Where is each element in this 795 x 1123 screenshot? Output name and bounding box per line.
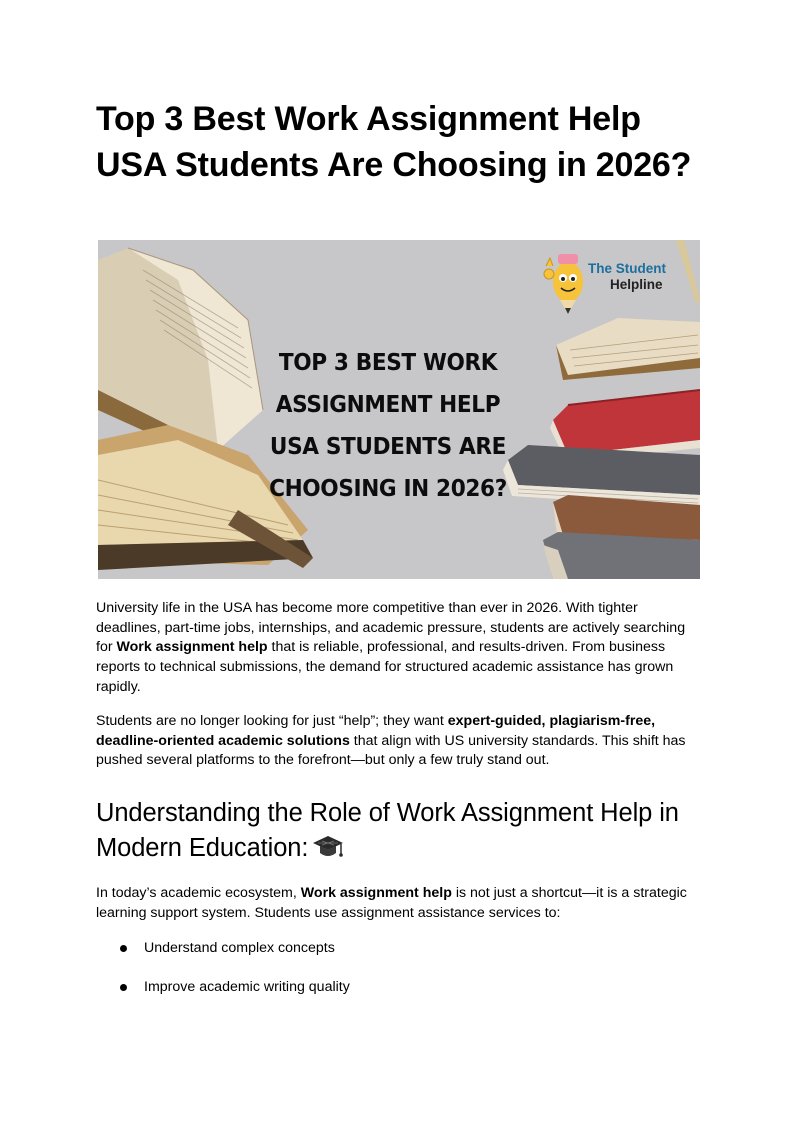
- bullet-list: [96, 938, 350, 1016]
- bullet-icon: [120, 984, 127, 991]
- pencil-mascot-icon: [544, 254, 583, 314]
- pencil-icon: [676, 240, 700, 304]
- bold-term: Work assignment help: [300, 885, 452, 901]
- brand-logo-line1: The Student: [588, 261, 666, 276]
- bullet-icon: [120, 945, 127, 952]
- bold-term: expert-guided, plagiarism-free, deadline-oriented academic solutions: [96, 713, 656, 749]
- open-book-right-icon: [556, 318, 700, 380]
- brand-logo-line2: Helpline: [610, 277, 663, 292]
- list-item: [96, 938, 350, 958]
- text-run: University life in the USA has become more competitive than ever in 2026. With tighter deadlines, part-time jobs, internships, and academic pressure, students are actively searching for: [96, 600, 686, 656]
- section-heading: [96, 796, 700, 870]
- brand-logo: [588, 261, 666, 293]
- open-book-left-icon: [98, 248, 263, 460]
- book-stack-icon: [503, 390, 700, 579]
- graduation-cap-icon: [312, 834, 344, 870]
- intro-paragraph-2: [96, 712, 700, 771]
- banner-heading: TOP 3 BEST WORK ASSIGNMENT HELP USA STUDENTS ARE CHOOSING IN 2026?: [269, 348, 507, 502]
- text-run: In today’s academic ecosystem,: [96, 885, 301, 901]
- page-title: Top 3 Best Work Assignment Help USA Students Are Choosing in 2026?: [96, 100, 692, 184]
- bold-term: Work assignment help: [116, 639, 268, 656]
- list-item-text: Improve academic writing quality: [144, 979, 350, 995]
- list-item: [96, 977, 350, 997]
- text-run: that is reliable, professional, and results-driven. From business reports to technical submissions, the demand for structured academic assistance has grown rapidly.: [96, 639, 674, 695]
- text-run: that align with US university standards. This shift has pushed several platforms to the forefront—but only a few truly stand out.: [96, 732, 686, 769]
- list-item-text: Understand complex concepts: [144, 940, 335, 956]
- section-paragraph: [96, 884, 700, 923]
- text-run: Students are no longer looking for just “help”; they want: [96, 713, 448, 729]
- section-heading-text: Understanding the Role of Work Assignment Help in Modern Education:: [96, 799, 679, 862]
- text-run: is not just a shortcut—it is a strategic learning support system. Students use assignment assistance services to:: [96, 885, 687, 921]
- intro-paragraph-1: [96, 599, 700, 698]
- hero-banner-image: [98, 240, 700, 579]
